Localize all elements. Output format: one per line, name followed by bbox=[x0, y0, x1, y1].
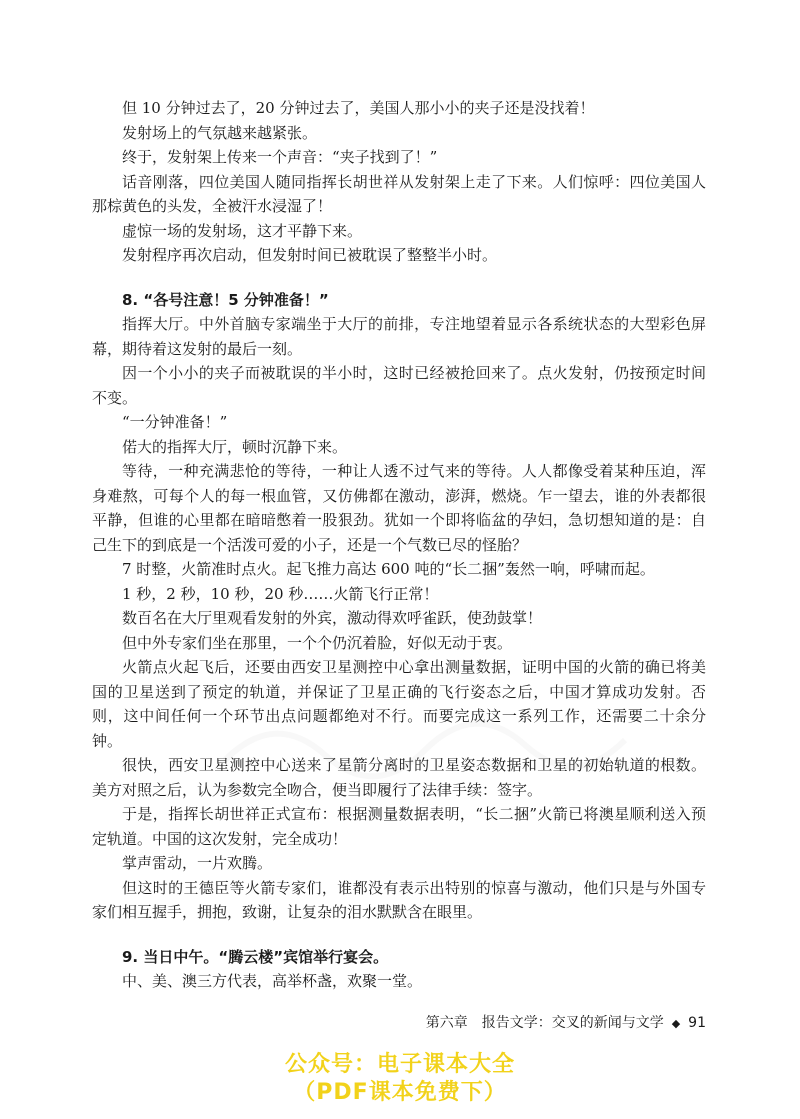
paragraph: 中、美、澳三方代表，高举杯盏，欢聚一堂。 bbox=[122, 972, 423, 990]
paragraph: 数百名在大厅里观看发射的外宾，激动得欢呼雀跃，使劲鼓掌！ bbox=[122, 609, 543, 627]
watermark-line-1: 公众号：电子课本大全 bbox=[284, 1052, 515, 1077]
page-number: 91 bbox=[688, 1015, 706, 1031]
chapter-title: 第六章 报告文学：交叉的新闻与文学 bbox=[425, 1015, 664, 1031]
block-2 bbox=[92, 312, 706, 925]
block-1 bbox=[92, 96, 706, 268]
paragraph: 但这时的王德臣等火箭专家们，谁都没有表示出特别的惊喜与激动，他们只是与外国专家们相互握手，拥抱，致谢，让复杂的泪水默默含在眼里。 bbox=[92, 878, 706, 921]
section-heading-9: 9. 当日中午。“腾云楼”宾馆举行宴会。 bbox=[122, 947, 389, 966]
paragraph: 等待，一种充满悲怆的等待，一种让人透不过气来的等待。人人都像受着某种压迫，浑身难熬，可每个人的每一根血管，又仿佛都在激动，澎湃，燃烧。乍一望去，谁的外表都很平静，但谁的心里都在暗暗憋着一股狠劲。犹如一个即将临盆的孕妇，急切想知道的是：自己生下的到底是一个活泼可爱的小子，还是一个气数已尽的怪胎？ bbox=[92, 462, 706, 554]
paragraph: 指挥大厅。中外首脑专家端坐于大厅的前排，专注地望着显示各系统状态的大型彩色屏幕，期待着这发射的最后一刻。 bbox=[92, 315, 706, 358]
paragraph: “一分钟准备！” bbox=[122, 413, 228, 431]
paragraph: 但中外专家们坐在那里，一个个仍沉着脸，好似无动于衷。 bbox=[122, 633, 513, 652]
page-body bbox=[92, 96, 706, 994]
section-heading-8: 8. “各号注意！5 分钟准备！” bbox=[122, 290, 329, 309]
watermark-line-2: （PDF课本免费下） bbox=[293, 1080, 507, 1105]
paragraph: 于是，指挥长胡世祥正式宣布：根据测量数据表明，“长二捆”火箭已将澳星顺利送入预定轨道。中国的这次发射，完全成功！ bbox=[92, 805, 706, 848]
paragraph: 很快，西安卫星测控中心送来了星箭分离时的卫星姿态数据和卫星的初始轨道的根数。美方对照之后，认为参数完全吻合，便当即履行了法律手续：签字。 bbox=[92, 756, 706, 799]
paragraph: 因一个小小的夹子而被耽误的半小时，这时已经被抢回来了。点火发射，仍按预定时间不变。 bbox=[92, 364, 706, 407]
paragraph: 1 秒，2 秒，10 秒，20 秒……火箭飞行正常！ bbox=[122, 584, 439, 603]
paragraph: 掌声雷动，一片欢腾。 bbox=[122, 854, 273, 872]
paragraph: 话音刚落，四位美国人随同指挥长胡世祥从发射架上走了下来。人们惊呼：四位美国人那棕黄色的头发，全被汗水浸湿了！ bbox=[92, 172, 706, 215]
page-footer bbox=[92, 1012, 706, 1032]
paragraph: 发射场上的气氛越来越紧张。 bbox=[122, 123, 318, 142]
paragraph: 7 时整，火箭准时点火。起飞推力高达 600 吨的“长二捆”轰然一响，呼啸而起。 bbox=[122, 560, 655, 578]
paragraph: 终于，发射架上传来一个声音：“夹子找到了！” bbox=[122, 148, 438, 166]
paragraph: 虚惊一场的发射场，这才平静下来。 bbox=[122, 221, 363, 240]
paragraph: 发射程序再次启动，但发射时间已被耽误了整整半小时。 bbox=[122, 246, 498, 264]
paragraph: 火箭点火起飞后，还要由西安卫星测控中心拿出测量数据，证明中国的火箭的确已将美国的卫星送到了预定的轨道，并保证了卫星正确的飞行姿态之后，中国才算成功发射。否则，这中间任何一个环节出点问题都绝对不行。而要完成这一系列工作，还需要二十余分钟。 bbox=[92, 658, 706, 750]
block-3 bbox=[92, 969, 706, 994]
paragraph: 但 10 分钟过去了，20 分钟过去了，美国人那小小的夹子还是没找着！ bbox=[122, 99, 595, 117]
diamond-icon: ◆ bbox=[671, 1017, 681, 1030]
paragraph: 偌大的指挥大厅，顿时沉静下来。 bbox=[122, 437, 348, 456]
